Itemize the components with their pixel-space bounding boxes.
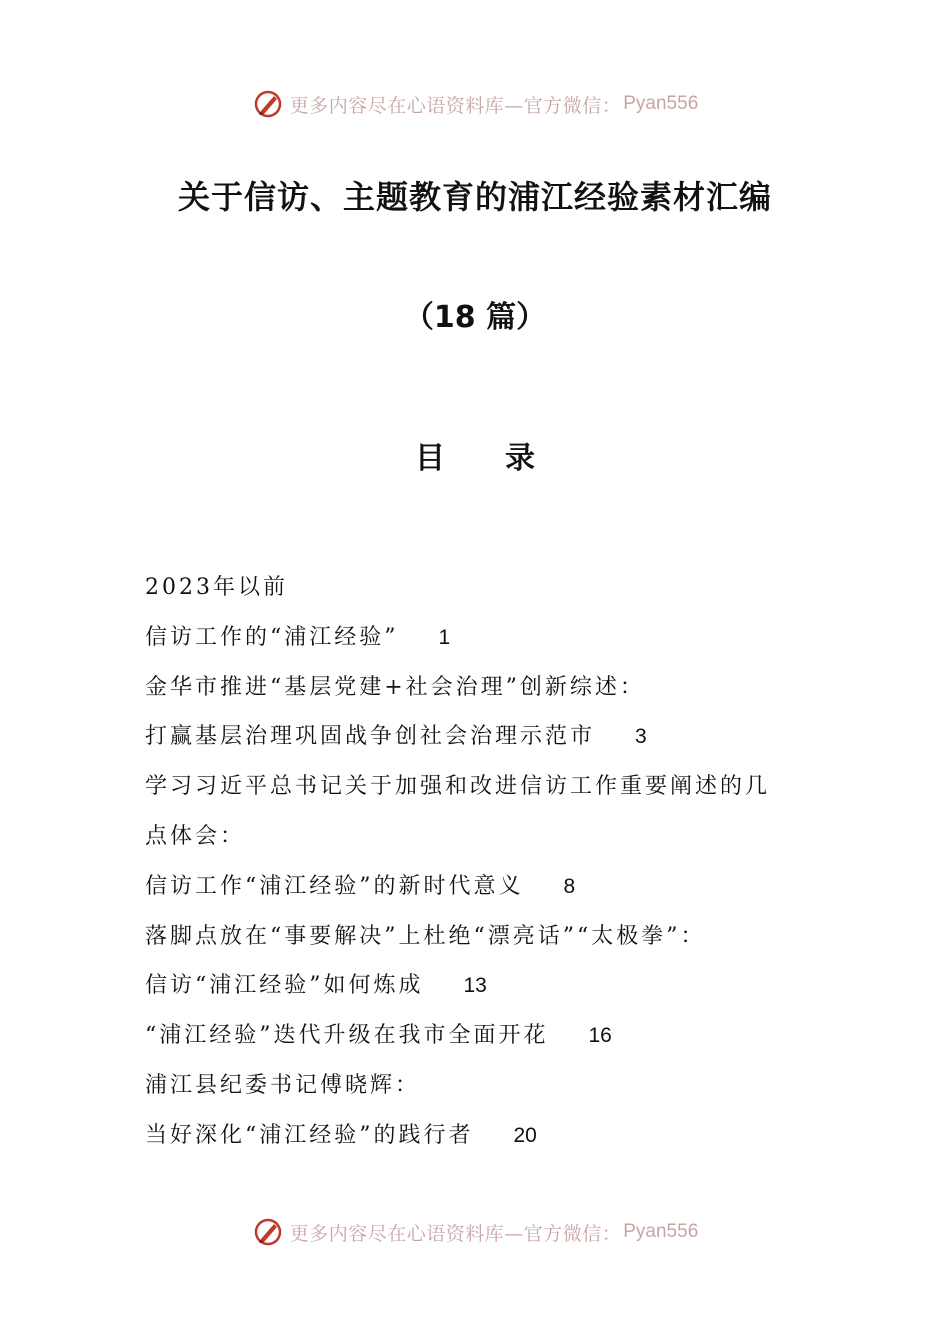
toc-line: [145, 812, 825, 862]
watermark-header: [0, 84, 950, 124]
toc-line: [145, 1061, 825, 1111]
toc-line: [145, 862, 825, 912]
toc-line: [145, 1011, 825, 1061]
pen-logo-icon: [252, 88, 284, 120]
toc-line-text: 当好深化“浦江经验”的践行者: [145, 1122, 474, 1148]
toc-line-text: 信访工作“浦江经验”的新时代意义: [145, 873, 524, 899]
toc-page-number: 8: [563, 874, 576, 898]
toc-line-text: 2023年以前: [145, 575, 288, 600]
toc-line-text: “浦江经验”迭代升级在我市全面开花: [145, 1023, 549, 1049]
watermark-text: 更多内容尽在心语资料库—官方微信：: [289, 94, 622, 117]
toc-line: [145, 912, 825, 962]
toc-page-number: 20: [513, 1123, 537, 1147]
toc-heading: 目录: [415, 441, 595, 476]
document-subtitle: （18 篇）: [403, 300, 547, 335]
toc-page-number: 13: [463, 974, 487, 998]
document-title: 关于信访、主题教育的浦江经验素材汇编: [177, 178, 772, 216]
toc-line-text: 点体会：: [145, 823, 246, 849]
toc-line-text: 信访“浦江经验”如何炼成: [145, 973, 424, 999]
pen-logo-icon: [252, 1216, 284, 1248]
table-of-contents: [145, 563, 825, 1161]
toc-line-text: 信访工作的“浦江经验”: [145, 624, 399, 650]
watermark-footer: [0, 1212, 950, 1252]
toc-line: [145, 762, 825, 812]
watermark-wechat-id: Pyan556: [623, 93, 699, 114]
toc-line-text: 金华市推进“基层党建+社会治理”创新综述：: [145, 674, 645, 700]
toc-line-text: 学习习近平总书记关于加强和改进信访工作重要阐述的几: [145, 774, 771, 800]
toc-line: [145, 663, 825, 713]
toc-line-text: 打赢基层治理巩固战争创社会治理示范市: [145, 724, 596, 750]
toc-line-text: 浦江县纪委书记傅晓辉：: [145, 1072, 421, 1098]
toc-line-text: 落脚点放在“事要解决”上杜绝“漂亮话”“太极拳”：: [145, 923, 706, 949]
toc-line: [145, 563, 825, 613]
toc-line: [145, 1111, 825, 1161]
toc-page-number: 16: [588, 1024, 612, 1048]
watermark-wechat-id: Pyan556: [623, 1221, 699, 1242]
toc-page-number: 3: [635, 725, 647, 749]
toc-line: [145, 712, 825, 762]
toc-line: [145, 961, 825, 1011]
toc-line: [145, 613, 825, 663]
toc-page-number: 1: [438, 625, 451, 649]
watermark-text: 更多内容尽在心语资料库—官方微信：: [289, 1222, 622, 1245]
